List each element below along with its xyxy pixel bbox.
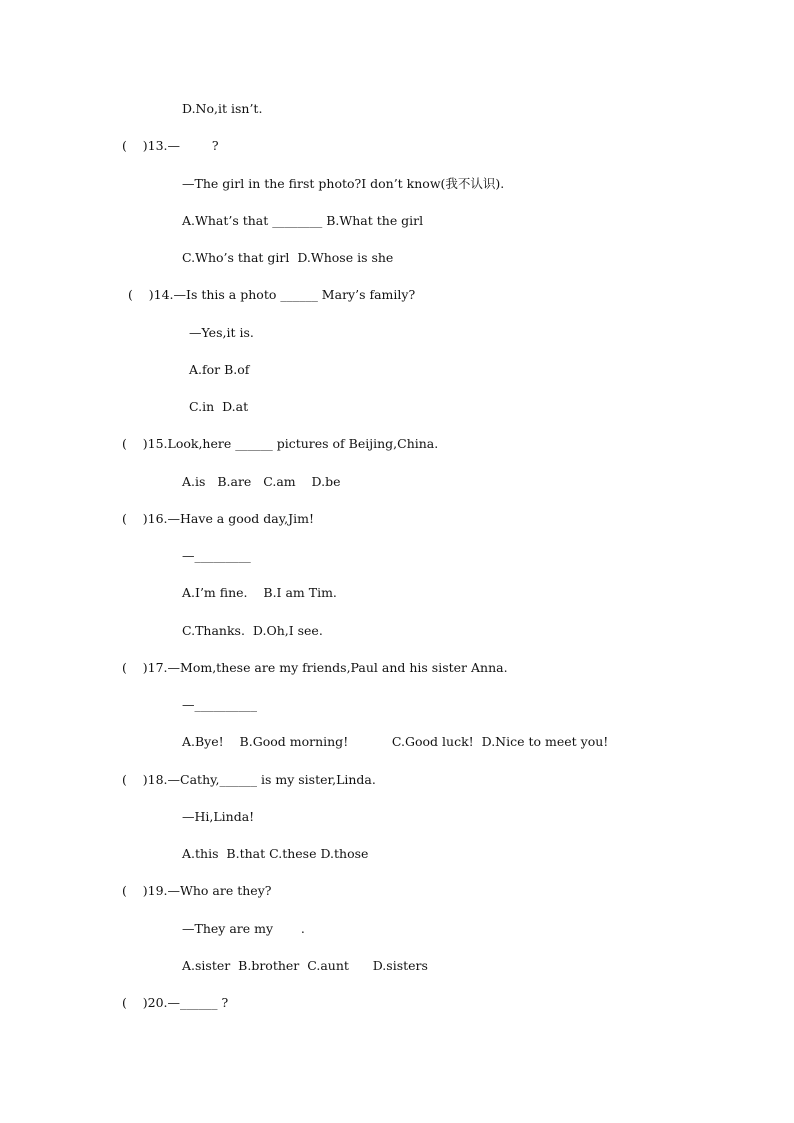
q14-options-cd: C.in D.at <box>189 399 249 414</box>
q14-stem: ( )14.—Is this a photo ______ Mary’s family? <box>128 287 416 302</box>
q16-options-cd: C.Thanks. D.Oh,I see. <box>182 623 323 638</box>
q16-reply: —_________ <box>182 548 251 563</box>
q19-stem: ( )19.—Who are they? <box>122 883 272 898</box>
q19-options: A.sister B.brother C.aunt D.sisters <box>182 958 428 973</box>
q12-option-d: D.No,it isn’t. <box>182 101 263 116</box>
q15-stem: ( )15.Look,here ______ pictures of Beijing,China. <box>122 436 439 451</box>
q17-reply: —__________ <box>182 697 257 712</box>
q18-reply: —Hi,Linda! <box>182 809 255 824</box>
q13-options-ab: A.What’s that ________ B.What the girl <box>182 213 424 228</box>
q16-stem: ( )16.—Have a good day,Jim! <box>122 511 314 526</box>
q19-reply: —They are my . <box>182 921 305 936</box>
q14-reply: —Yes,it is. <box>189 325 254 340</box>
q18-options: A.this B.that C.these D.those <box>182 846 369 861</box>
q14-options-ab: A.for B.of <box>189 362 250 377</box>
q16-options-ab: A.I’m fine. B.I am Tim. <box>182 585 337 600</box>
q17-stem: ( )17.—Mom,these are my friends,Paul and his sister Anna. <box>122 660 508 675</box>
q20-stem: ( )20.—______ ? <box>122 995 229 1010</box>
q13-stem: ( )13.— ? <box>122 138 219 153</box>
q18-stem: ( )18.—Cathy,______ is my sister,Linda. <box>122 772 376 787</box>
q15-options: A.is B.are C.am D.be <box>182 474 341 489</box>
q13-options-cd: C.Who’s that girl D.Whose is she <box>182 250 394 265</box>
q17-options: A.Bye! B.Good morning! C.Good luck! D.Nice to meet you! <box>182 734 609 749</box>
q13-reply: —The girl in the first photo?I don’t know(我不认识). <box>182 176 505 191</box>
